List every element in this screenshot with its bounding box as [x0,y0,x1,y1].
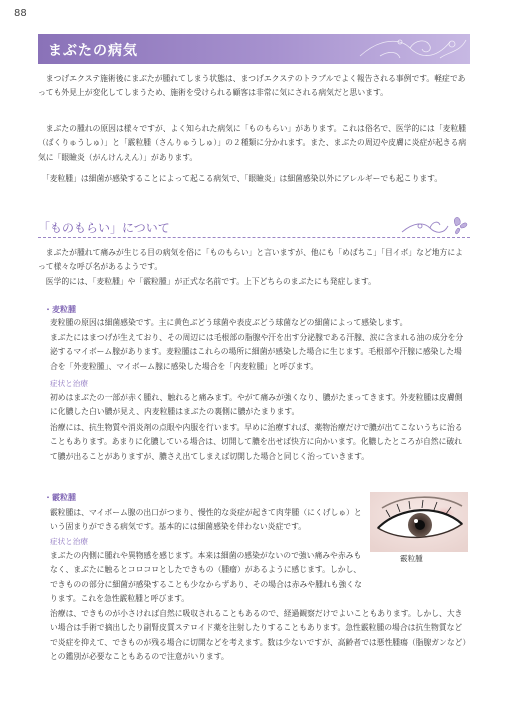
sanryu-treatment-2: 治療は、できものが小さければ自然に吸収されることもあるので、経過観察だけでよいこともあります。しかし、大きい場合は手術で摘出したり副腎皮質ステロイド薬を注射したりすることもあります。急性霰粒腫の場合は抗生物質などで炎症を抑えて、できものが残る場合に切開などを考えます。数は少ないですが、高齢者では悪性腫瘍（脂腺ガンなど）との鑑別が必要なこともあるので注意がいります。 [50,609,467,662]
bakuryu-body-2: まぶたにはまつげが生えており、その周辺には毛根部の脂腺や汗を出す分泌腺である汗腺、涙に含まれる油の成分を分泌するマイボーム腺があります。麦粒腫はこれらの場所に細菌が感染した場合に生じます。毛根部や汗腺に感染した場合を「外麦粒腫」、マイボーム腺に感染した場合を「内麦粒腫」と呼びます。 [50,333,464,371]
bakuryu-treatment-1: 初めはまぶたの一部が赤く腫れ、触れると痛みます。やがて痛みが強くなり、膿がたまってきます。外麦粒腫は皮膚側に化膿した白い膿が見え、内麦粒腫はまぶたの裏側に膿がたまります。 [50,393,463,417]
sanryu-treatment-1: まぶたの内側に腫れや異物感を感じます。本来は細菌の感染がないので強い痛みや赤みもなく、まぶたに触るとコロコロとしたできもの（腫瘤）があるように感じます。しかし、できものの部分に細菌が感染することも少なからずあり、その場合は赤みや腫れも強くなります。これを急性霰粒腫と呼びます。 [50,551,362,604]
butterfly-flourish-icon [400,212,470,238]
ornament-swirl-icon [340,34,470,64]
intro-paragraph-3: 「麦粒腫」は細菌が感染することによって起こる病気で、「眼瞼炎」は細菌感染以外にアレルギーでも起こります。 [38,174,443,183]
title-band [38,34,470,64]
intro-paragraph-1: まつげエクステ施術後にまぶたが腫れてしまう状態は、まつげエクステのトラブルでよく報告される事例です。軽症であっても外見上が変化してしまうため、施術を受けられる顧客は非常に気にされる病気だと思います。 [38,74,466,98]
section-paragraph-1: まぶたが腫れて痛みが生じる目の病気を俗に「ものもらい」と言いますが、他にも「めばちこ」「目イボ」など地方によって様々な呼び名があるようです。 [38,248,463,272]
sanryu-subheading: 症状と治療 [50,537,88,546]
section-paragraph-2: 医学的には、「麦粒腫」や「霰粒腫」が正式な名前です。上下どちらのまぶたにも発症します。 [38,277,376,286]
sanryu-heading: ・霰粒腫 [44,493,76,502]
eye-illustration-caption: 霰粒腫 [400,554,423,563]
bakuryu-subheading: 症状と治療 [50,379,88,388]
page-number: 88 [14,8,27,19]
sanryu-body: 霰粒腫は、マイボーム腺の出口がつまり、慢性的な炎症が起きて肉芽腫（にくげしゅ）という固まりができる病気です。基本的には細菌感染を伴わない炎症です。 [50,508,362,532]
eye-illustration [370,492,468,552]
section-title: 「ものもらい」について [38,221,170,235]
bakuryu-body-1: 麦粒腫の原因は細菌感染です。主に黄色ぶどう球菌や表皮ぶどう球菌などの細菌によって感染します。 [50,318,408,327]
bakuryu-heading: ・麦粒腫 [44,305,76,314]
section-heading [38,218,470,238]
intro-paragraph-2: まぶたの腫れの原因は様々ですが、よく知られた病気に「ものもらい」があります。これは俗名で、医学的には「麦粒腫（ばくりゅうしゅ）」と「霰粒腫（さんりゅうしゅ）」の２種類に分かれます。また、まぶたの周辺や皮膚に炎症が起きる病気に「眼瞼炎（がんけんえん）」があります。 [38,124,467,162]
page-title: まぶたの病気 [48,43,138,59]
bakuryu-treatment-2: 治療には、抗生物質や消炎剤の点眼や内服を行います。早めに治療すれば、薬物治療だけで膿が出てこないうちに治ることもあります。あまりに化膿している場合は、切開して膿を出せば快方に向かいます。化膿したところが自然に破れて膿が出ることがありますが、膿さえ出てしまえば切開した場合と同じく治っていきます。 [50,423,463,461]
